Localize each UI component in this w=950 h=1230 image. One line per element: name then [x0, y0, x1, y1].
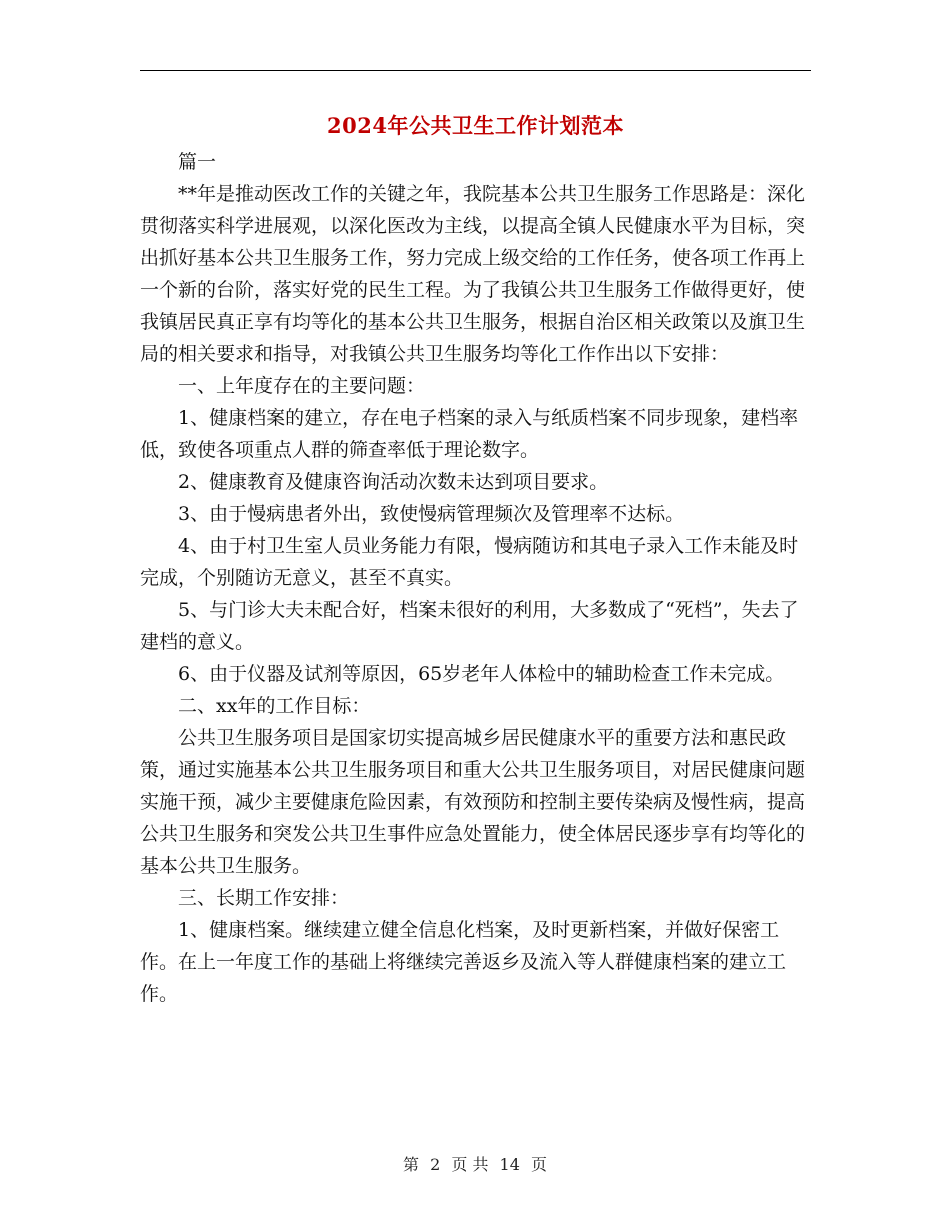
body-paragraph: 1、健康档案的建立，存在电子档案的录入与纸质档案不同步现象，建档率低，致使各项重点人群的筛查率低于理论数字。 — [140, 407, 799, 461]
body-paragraph: 3、由于慢病患者外出，致使慢病管理频次及管理率不达标。 — [178, 503, 685, 525]
section-heading: 二、xx年的工作目标： — [178, 695, 371, 717]
body-paragraph: 5、与门诊大夫未配合好，档案未很好的利用，大多数成了“死档”，失去了建档的意义。 — [140, 599, 799, 653]
footer-page-middle: 页 共 — [451, 1155, 489, 1174]
section-heading: 三、长期工作安排： — [178, 887, 350, 909]
body-paragraph: 1、健康档案。继续建立健全信息化档案，及时更新档案，并做好保密工作。在上一年度工作的基础上将继续完善返乡及流入等人群健康档案的建立工作。 — [140, 919, 787, 1005]
section-label: 篇一 — [178, 151, 217, 173]
body-paragraph: **年是推动医改工作的关键之年，我院基本公共卫生服务工作思路是：深化贯彻落实科学进展观，以深化医改为主线，以提高全镇人民健康水平为目标，突出抓好基本公共卫生服务工作，努力完成上级交给的工作任务，使各项工作再上一个新的台阶，落实好党的民生工程。为了我镇公共卫生服务工作做得更好，使我镇居民真正享有均等化的基本公共卫生服务，根据自治区相关政策以及旗卫生局的相关要求和指导，对我镇公共卫生服务均等化工作作出以下安排： — [140, 183, 806, 365]
footer-page-prefix: 第 — [402, 1155, 419, 1174]
body-paragraph: 公共卫生服务项目是国家切实提高城乡居民健康水平的重要方法和惠民政策，通过实施基本公共卫生服务项目和重大公共卫生服务项目，对居民健康问题实施干预，减少主要健康危险因素，有效预防和控制主要传染病及慢性病，提高公共卫生服务和突发公共卫生事件应急处置能力，使全体居民逐步享有均等化的基本公共卫生服务。 — [140, 727, 806, 877]
page-footer — [0, 1152, 950, 1175]
body-paragraph: 4、由于村卫生室人员业务能力有限，慢病随访和其电子录入工作未能及时完成，个别随访无意义，甚至不真实。 — [140, 535, 799, 589]
footer-page-total: 14 — [499, 1155, 520, 1174]
document-body — [140, 146, 812, 1010]
header-rule — [140, 70, 811, 71]
footer-page-suffix: 页 — [531, 1155, 548, 1174]
section-heading: 一、上年度存在的主要问题： — [178, 375, 426, 397]
body-paragraph: 2、健康教育及健康咨询活动次数未达到项目要求。 — [178, 471, 609, 493]
footer-page-current: 2 — [430, 1155, 441, 1174]
document-title: 2024年公共卫生工作计划范本 — [327, 113, 624, 138]
body-paragraph: 6、由于仪器及试剂等原因，65岁老年人体检中的辅助检查工作未完成。 — [178, 663, 785, 685]
